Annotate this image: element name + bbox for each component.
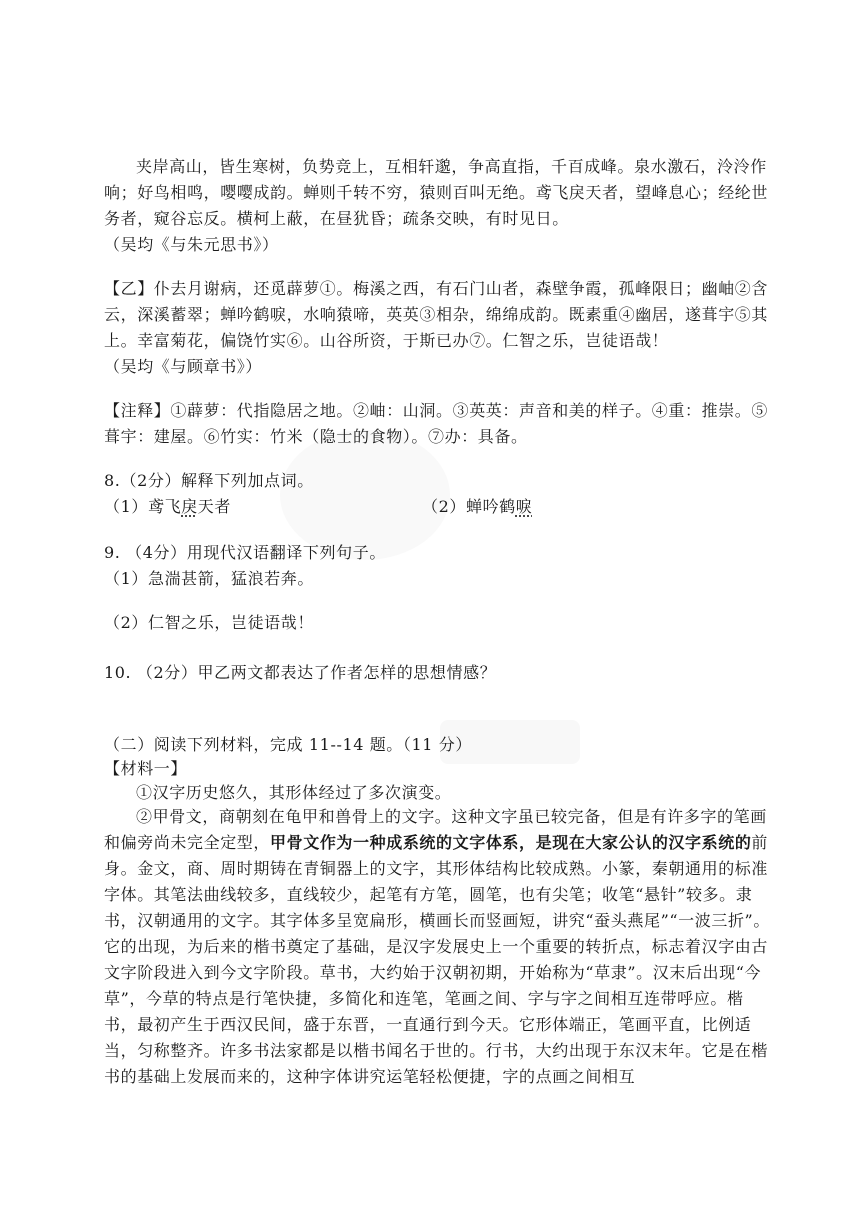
p2-bold-part: 甲骨文作为一种成系统的文字体系，是现在大家公认的汉字系统的 — [270, 833, 752, 852]
annotation-notes: 【注释】①薜萝：代指隐居之地。②岫：山洞。③英英：声音和美的样子。④重：推崇。⑤葺宇：建屋。⑥竹实：竹米（隐士的食物）。⑦办：具备。 — [104, 401, 769, 446]
question-8-items — [104, 494, 772, 520]
material-1-paragraph-1: ①汉字历史悠久，其形体经过了多次演变。 — [136, 783, 452, 802]
q8-item2-dotted-word: 唳 — [515, 497, 533, 516]
passage-yi-text: 【乙】仆去月谢病，还觅薜萝①。梅溪之西，有石门山者，森壁争霞，孤峰限日；幽岫②含云，深溪蓄翠；蝉吟鹤唳，水响猿啼，英英③相杂，绵绵成韵。既素重④幽居，遂葺宇⑤其上。幸富菊花，偏饶竹实⑥。山谷所资，于斯已办⑦。仁智之乐，岂徒语哉！ — [104, 279, 769, 350]
passage-yi-source: （吴均《与顾章书》） — [104, 357, 263, 376]
question-8-item-1 — [104, 494, 422, 520]
p2-part-a: ②甲骨文，商朝刻在龟甲和兽骨上的文字。这种文字虽已较完备，但是有许多字的笔画和偏旁尚未完全定型， — [104, 807, 767, 852]
question-9-item-1: （1）急湍甚箭，猛浪若奔。 — [104, 569, 314, 588]
material-1-label: 【材料一】 — [104, 759, 188, 778]
question-8-stem: 8.（2分）解释下列加点词。 — [104, 471, 314, 490]
p2-part-b: 前身。金文，商、周时期铸在青铜器上的文字，其形体结构比较成熟。小篆，秦朝通用的标准字体。其笔法曲线较多，直线较少，起笔有方笔，圆笔，也有尖笔；收笔“悬针”较多。隶书，汉朝通用的文字。其字体多呈宽扁形，横画长而竖画短，讲究“蚕头燕尾”“一波三折”。它的出现，为后来的楷书奠定了基础，是汉字发展史上一个重要的转折点，标志着汉字由古文字阶段进入到今文字阶段。草书，大约始于汉朝初期，开始称为“草隶”。汉末后出现“今草”，今草的特点是行笔快捷，多简化和连笔，笔画之间、字与字之间相互连带呼应。楷书，最初产生于西汉民间，盛于东晋，一直通行到今天。它形体端正，笔画平直，比例适当，匀称整齐。许多书法家都是以楷书闻名于世的。行书，大约出现于东汉末年。它是在楷书的基础上发展而来的，这种字体讲究运笔轻松便捷，字的点画之间相互 — [104, 833, 770, 1086]
question-10-stem: 10. （2分）甲乙两文都表达了作者怎样的思想情感？ — [104, 663, 497, 682]
material-1-paragraph-2 — [104, 804, 772, 1090]
question-9-stem: 9. （4分）用现代汉语翻译下列句子。 — [104, 543, 386, 562]
q8-item1-post: 天者 — [197, 497, 231, 516]
q8-item1-dotted-word: 戾 — [181, 497, 198, 516]
question-9-item-2: （2）仁智之乐，岂徒语哉！ — [104, 613, 314, 632]
q8-item2-pre: （2）蝉吟鹤 — [422, 497, 516, 516]
question-8-item-2 — [422, 494, 532, 520]
q8-item1-pre: （1）鸢飞 — [104, 497, 182, 516]
passage-jia-source: （吴均《与朱元思书》） — [104, 235, 279, 254]
passage-jia-text: 夹岸高山，皆生寒树，负势竞上，互相轩邈，争高直指，千百成峰。泉水激石，泠泠作响；好鸟相鸣，嘤嘤成韵。蝉则千转不穷，猿则百叫无绝。鸢飞戾天者，望峰息心；经纶世务者，窥谷忘反。横柯上蔽，在昼犹昏；疏条交映，有时见日。 — [104, 157, 769, 228]
section-2-heading: （二）阅读下列材料，完成 11--14 题。（11 分） — [104, 735, 472, 754]
